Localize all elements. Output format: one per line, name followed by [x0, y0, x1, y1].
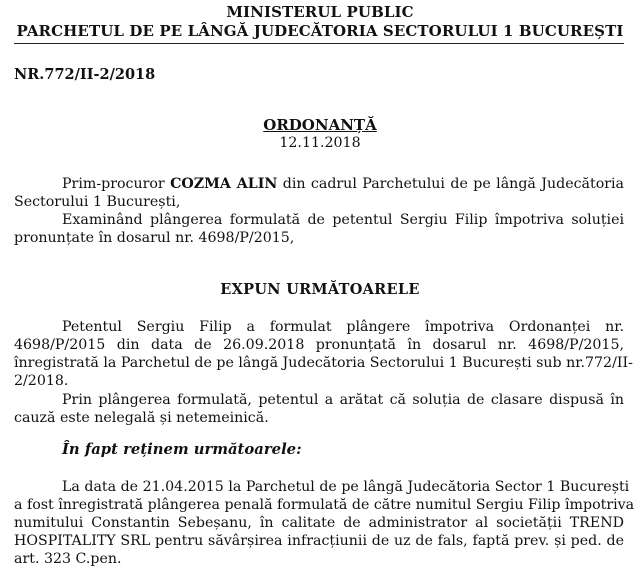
prosecutor-office-name: PARCHETUL DE PE LÂNGĂ JUDECĂTORIA SECTORULUI 1 BUCUREȘTI	[16, 22, 624, 40]
facts-paragraph-line: La data de 21.04.2015 la Parchetul de pe lângă Judecătoria Sector 1 București	[62, 479, 630, 495]
facts-paragraph-line: HOSPITALITY SRL pentru săvârșirea infracțiunii de uz de fals, faptă prev. și ped. de	[14, 533, 624, 549]
document-title: ORDONANȚĂ	[263, 116, 377, 134]
body-paragraph-line: 2/2018.	[14, 373, 69, 389]
body-paragraph-line: înregistrată la Parchetul de pe lângă Judecătoria Sectorului 1 București sub nr.772/II-	[14, 355, 633, 371]
facts-paragraph-line: numitului Constantin Sebeșanu, în calitate de administrator al societății TREND	[14, 515, 624, 531]
intro-text: Prim-procuror	[62, 176, 171, 192]
intro-paragraph-line	[62, 176, 624, 193]
prosecutor-name: COZMA ALIN	[170, 176, 278, 192]
section-heading: EXPUN URMĂTOARELE	[220, 281, 420, 298]
document-number: NR.772/II-2/2018	[14, 66, 156, 83]
intro-paragraph-line: Sectorului 1 București,	[14, 194, 181, 210]
intro-paragraph-line: Examinând plângerea formulată de petentul Sergiu Filip împotriva soluției	[62, 212, 624, 228]
header-divider	[14, 43, 624, 44]
institution-name: MINISTERUL PUBLIC	[226, 3, 414, 21]
body-paragraph-line: Prin plângerea formulată, petentul a arătat că soluția de clasare dispusă în	[62, 392, 624, 408]
document-date: 12.11.2018	[279, 135, 361, 151]
body-paragraph-line: Petentul Sergiu Filip a formulat plângere împotriva Ordonanței nr.	[62, 319, 624, 335]
body-paragraph-line: cauză este nelegală și netemeinică.	[14, 410, 269, 426]
body-paragraph-line: 4698/P/2015 din data de 26.09.2018 pronunțată în dosarul nr. 4698/P/2015,	[14, 337, 624, 353]
intro-paragraph-line: pronunțate în dosarul nr. 4698/P/2015,	[14, 230, 295, 246]
facts-paragraph-line: art. 323 C.pen.	[14, 551, 122, 567]
facts-paragraph-line: a fost înregistrată plângerea penală formulată de către numitul Sergiu Filip împotriva	[14, 497, 635, 513]
intro-text: din cadrul Parchetului de pe lângă Judecătoria	[277, 176, 625, 192]
facts-heading: În fapt reținem următoarele:	[62, 441, 302, 458]
